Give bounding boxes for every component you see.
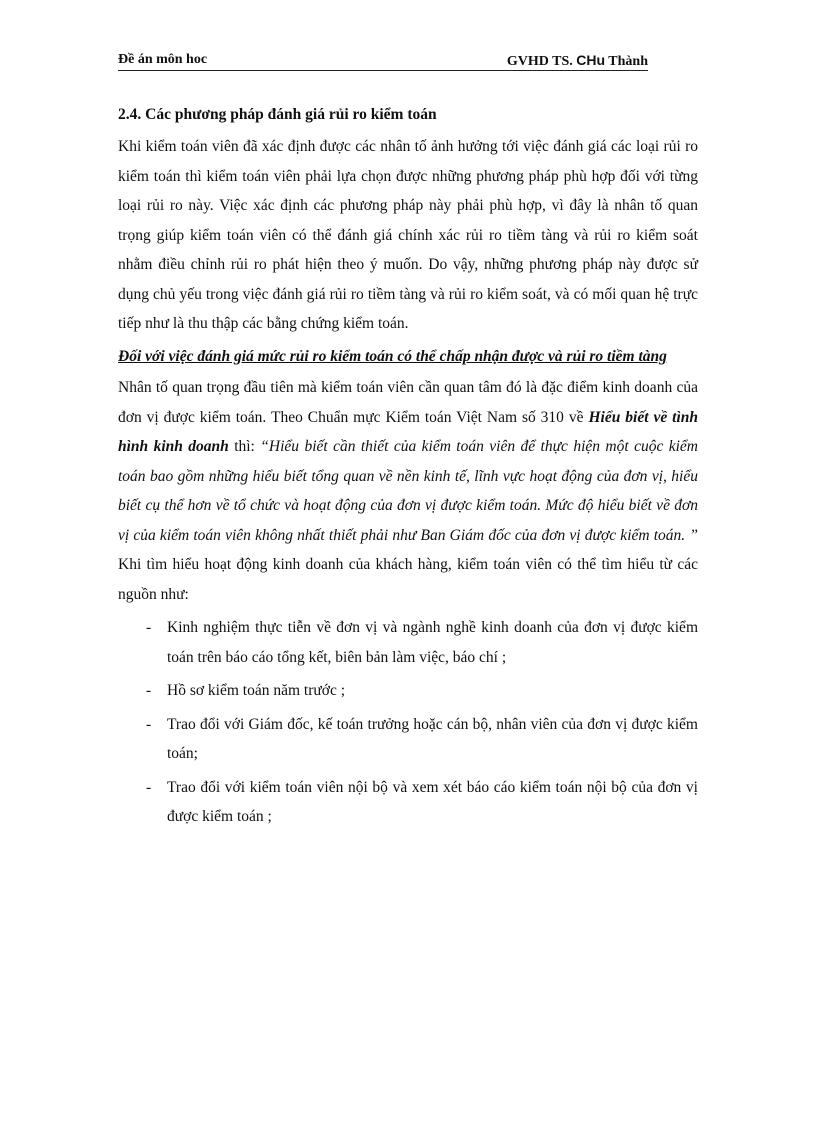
paragraph-text-1: Nhân tố quan trọng đầu tiên mà kiểm toán viên cần quan tâm đó là đặc điểm kinh doanh của đơn vị được kiểm toán. Theo Chuẩn mực Kiểm toán Việt Nam số 310 về — [118, 379, 698, 426]
dash-bullet: - — [146, 619, 152, 636]
list-item-text: Kinh nghiệm thực tiễn về đơn vị và ngành nghề kinh doanh của đơn vị được kiểm toán trên báo cáo tổng kết, biên bản làm việc, báo chí ; — [167, 619, 698, 666]
page-content — [118, 100, 698, 836]
subheading: Đối với việc đánh giá mức rủi ro kiểm toán có thể chấp nhận được và rủi ro tiềm tàng — [118, 347, 667, 365]
header-supervisor-name: CHu — [576, 52, 606, 68]
section-title: 2.4. Các phương pháp đánh giá rủi ro kiểm toán — [118, 106, 437, 123]
list-item — [146, 676, 698, 706]
paragraph-text-3: Khi tìm hiểu hoạt động kinh doanh của khách hàng, kiểm toán viên có thể tìm hiểu từ các nguồn như: — [118, 556, 698, 603]
list-item — [146, 773, 698, 832]
standard-title: Hiểu biết về tình hình kinh doanh — [118, 408, 699, 455]
list-item — [146, 710, 698, 769]
dash-bullet: - — [146, 715, 152, 733]
list-item — [146, 613, 698, 672]
paragraph-text-2: thì: — [228, 438, 261, 455]
intro-paragraph: Khi kiểm toán viên đã xác định được các nhân tố ảnh hưởng tới việc đánh giá các loại rủi ro kiểm toán thì kiểm toán viên phải lựa chọn được những phương pháp phù hợp đối với từng loại rủi ro này. Việc xác định các phương pháp này phải phù hợp, vì đây là nhân tố quan trọng giúp kiểm toán viên có thể đánh giá chính xác rủi ro tiềm tàng và rủi ro kiểm soát nhằm điều chỉnh rủi ro phát hiện theo ý muốn. Do vậy, những phương pháp này được sử dụng chủ yếu trong việc đánh giá rủi ro tiềm tàng và rủi ro kiểm soát, và có mối quan hệ trực tiếp như là thu thập các bằng chứng kiểm toán. — [118, 138, 698, 332]
page-header — [118, 52, 648, 71]
list-item-text: Trao đổi với Giám đốc, kế toán trưởng hoặc cán bộ, nhân viên của đơn vị được kiểm toán; — [167, 715, 698, 762]
dash-bullet: - — [146, 778, 152, 796]
sources-list — [118, 613, 698, 832]
header-supervisor — [507, 52, 648, 70]
header-course-label: Đề án môn hoc — [118, 52, 208, 67]
list-item-text: Hồ sơ kiểm toán năm trước ; — [167, 682, 346, 699]
header-supervisor-prefix: GVHD TS. — [506, 54, 577, 69]
header-supervisor-suffix: Thành — [605, 54, 648, 69]
business-paragraph — [118, 373, 698, 609]
standard-quote: “Hiểu biết cần thiết của kiểm toán viên để thực hiện một cuộc kiểm toán bao gồm những hiểu biết tổng quan về nền kinh tế, lĩnh vực hoạt động của đơn vị, hiểu biết cụ thể hơn về tổ chức và hoạt động của đơn vị được kiểm toán. Mức độ hiểu biết về đơn vị của kiểm toán viên không nhất thiết phải như Ban Giám đốc của đơn vị được kiểm toán. ” — [118, 438, 699, 544]
list-item-text: Trao đổi với kiểm toán viên nội bộ và xem xét báo cáo kiểm toán nội bộ của đơn vị được kiểm toán ; — [167, 778, 698, 825]
dash-bullet: - — [146, 682, 152, 699]
